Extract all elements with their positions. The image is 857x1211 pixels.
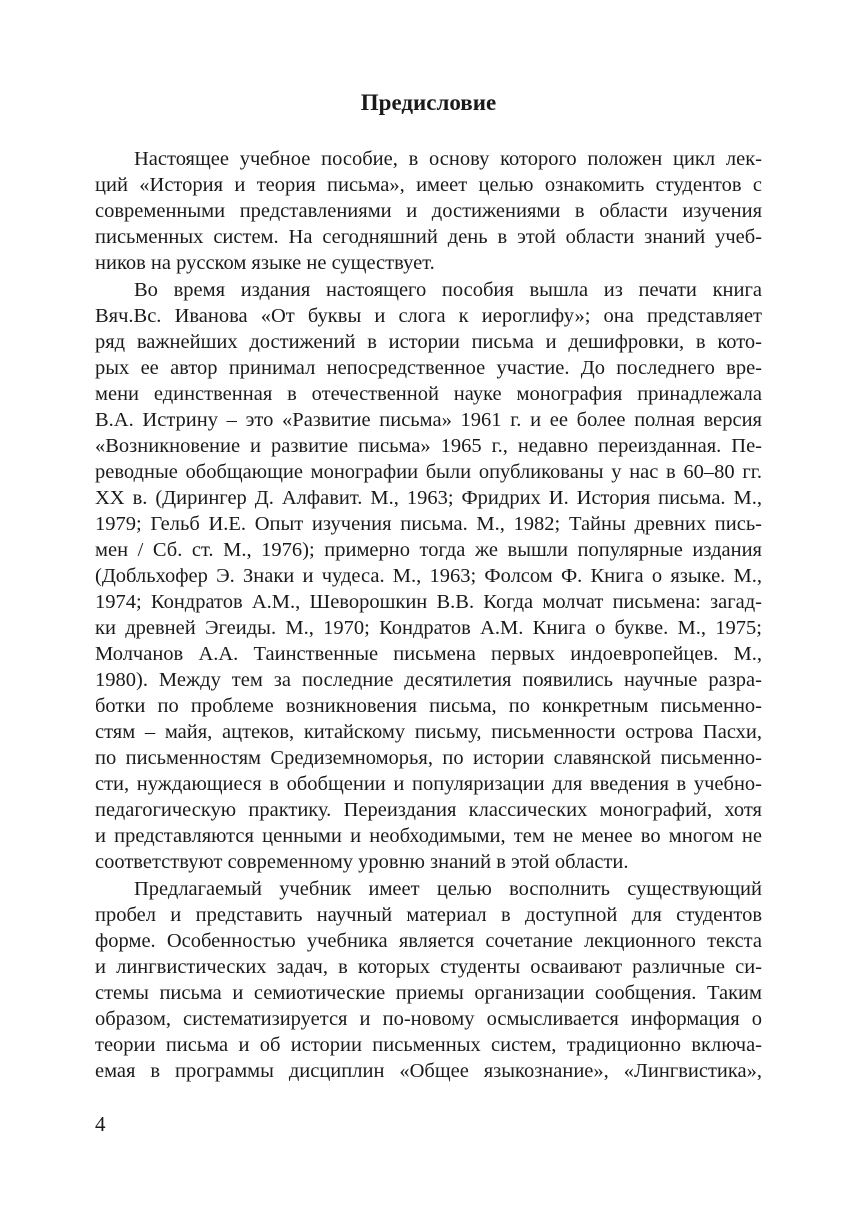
text-line: ций «История и теория письма», имеет целью ознакомить студентов с	[95, 174, 762, 196]
text-line: современными представлениями и достижениями в области изучения	[95, 200, 762, 222]
text-line: 1980). Между тем за последние десятилетия появились научные разра-	[95, 669, 762, 691]
text-line: ников на русском языке не существует.	[95, 252, 435, 274]
text-line: и лингвистических задач, в которых студенты осваивают различные си-	[95, 956, 762, 978]
text-line: письменных систем. На сегодняшний день в этой области знаний учеб-	[95, 226, 762, 248]
text-line: теории письма и об истории письменных систем, традиционно включа-	[95, 1034, 762, 1056]
text-line: 1979; Гельб И.Е. Опыт изучения письма. М., 1982; Тайны древних пись-	[95, 513, 762, 535]
text-line: по письменностям Средиземноморья, по истории славянской письменно-	[95, 747, 762, 769]
page-title: Предисловие	[360, 90, 497, 115]
text-line: соответствуют современному уровню знаний в этой области.	[95, 851, 629, 873]
text-line: мени единственная в отечественной науке монография принадлежала	[95, 383, 762, 405]
text-line: емая в программы дисциплин «Общее языкознание», «Лингвистика»,	[95, 1060, 762, 1082]
text-line: педагогическую практику. Переиздания классических монографий, хотя	[95, 799, 762, 821]
text-line: мен / Сб. ст. М., 1976); примерно тогда же вышли популярные издания	[95, 539, 762, 561]
text-line: Предлагаемый учебник имеет целью восполнить существующий	[134, 878, 762, 900]
text-line: (Добльхофер Э. Знаки и чудеса. М., 1963; Фолсом Ф. Книга о языке. М.,	[95, 565, 762, 587]
text-line: Вяч.Вс. Иванова «От буквы и слога к иероглифу»; она представляет	[95, 305, 762, 327]
text-line: 1974; Кондратов А.М., Шеворошкин В.В. Когда молчат письмена: загад-	[95, 591, 762, 613]
text-line: и представляются ценными и необходимыми, тем не менее во многом не	[95, 825, 762, 847]
text-line: ряд важнейших достижений в истории письма и дешифровки, в кото-	[95, 331, 762, 353]
text-line: В.А. Истрину – это «Развитие письма» 1961 г. и ее более полная версия	[95, 409, 762, 431]
text-line: ботки по проблеме возникновения письма, по конкретным письменно-	[95, 695, 762, 717]
text-line: XX в. (Дирингер Д. Алфавит. М., 1963; Фридрих И. История письма. М.,	[95, 487, 762, 509]
text-line: Во время издания настоящего пособия вышла из печати книга	[134, 279, 762, 301]
page-number: 4	[95, 1112, 106, 1136]
text-line: рых ее автор принимал непосредственное участие. До последнего вре-	[95, 357, 762, 379]
text-line: реводные обобщающие монографии были опубликованы у нас в 60–80 гг.	[95, 461, 762, 483]
text-line: сти, нуждающиеся в обобщении и популяризации для введения в учебно-	[95, 773, 762, 795]
text-line: стемы письма и семиотические приемы организации сообщения. Таким	[95, 982, 762, 1004]
text-line: пробел и представить научный материал в доступной для студентов	[95, 904, 762, 926]
text-line: образом, систематизируется и по-новому осмысливается информация о	[95, 1008, 762, 1030]
text-line: ки древней Эгеиды. М., 1970; Кондратов А.М. Книга о букве. М., 1975;	[95, 617, 762, 639]
text-line: стям – майя, ацтеков, китайскому письму, письменности острова Пасхи,	[95, 721, 762, 743]
text-line: Молчанов А.А. Таинственные письмена первых индоевропейцев. М.,	[95, 643, 762, 665]
text-line: форме. Особенностью учебника является сочетание лекционного текста	[95, 930, 762, 952]
text-line: Настоящее учебное пособие, в основу которого положен цикл лек-	[134, 148, 762, 170]
text-line: «Возникновение и развитие письма» 1965 г., недавно переизданная. Пе-	[95, 435, 762, 457]
